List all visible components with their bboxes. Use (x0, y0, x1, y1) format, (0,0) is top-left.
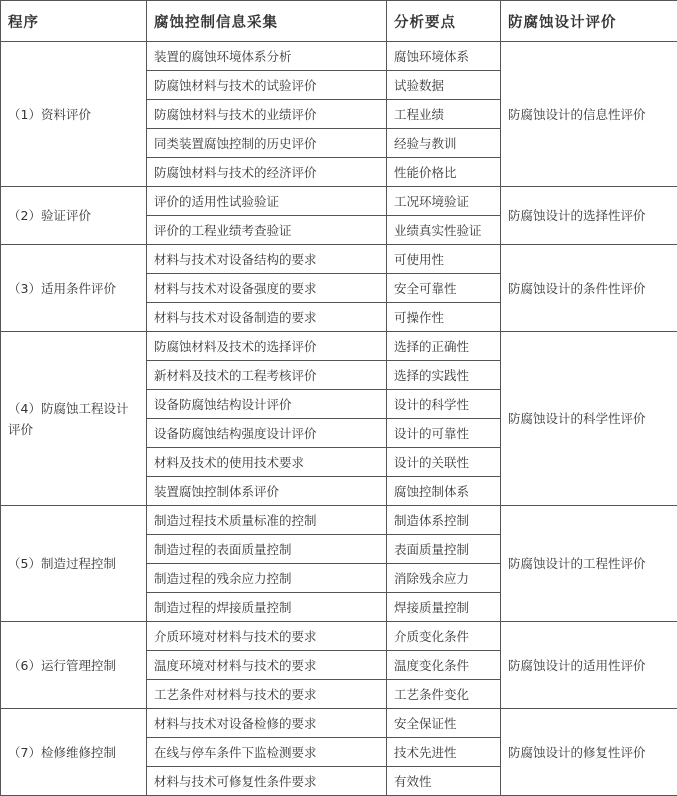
analysis-point-cell: 业绩真实性验证 (387, 216, 501, 245)
info-collection-cell: 制造过程的表面质量控制 (147, 535, 387, 564)
analysis-point-cell: 腐蚀控制体系 (387, 477, 501, 506)
analysis-point-cell: 表面质量控制 (387, 535, 501, 564)
info-collection-cell: 同类装置腐蚀控制的历史评价 (147, 129, 387, 158)
table-row (1, 42, 677, 71)
info-collection-cell: 材料与技术对设备制造的要求 (147, 303, 387, 332)
info-collection-cell: 装置的腐蚀环境体系分析 (147, 42, 387, 71)
info-collection-cell: 评价的适用性试验验证 (147, 187, 387, 216)
procedure-cell: （5）制造过程控制 (1, 506, 147, 622)
analysis-point-cell: 工程业绩 (387, 100, 501, 129)
info-collection-cell: 制造过程技术质量标准的控制 (147, 506, 387, 535)
info-collection-cell: 材料及技术的使用技术要求 (147, 448, 387, 477)
analysis-point-cell: 试验数据 (387, 71, 501, 100)
analysis-point-cell: 设计的关联性 (387, 448, 501, 477)
info-collection-cell: 材料与技术对设备结构的要求 (147, 245, 387, 274)
info-collection-cell: 温度环境对材料与技术的要求 (147, 651, 387, 680)
info-collection-cell: 装置腐蚀控制体系评价 (147, 477, 387, 506)
header-design-evaluation: 防腐蚀设计评价 (501, 1, 677, 42)
table-body (1, 42, 677, 796)
analysis-point-cell: 可操作性 (387, 303, 501, 332)
analysis-point-cell: 有效性 (387, 767, 501, 796)
design-evaluation-cell: 防腐蚀设计的工程性评价 (501, 506, 677, 622)
info-collection-cell: 制造过程的焊接质量控制 (147, 593, 387, 622)
procedure-cell: （4）防腐蚀工程设计评价 (1, 332, 147, 506)
analysis-point-cell: 介质变化条件 (387, 622, 501, 651)
analysis-point-cell: 设计的科学性 (387, 390, 501, 419)
table-row (1, 332, 677, 361)
analysis-point-cell: 消除残余应力 (387, 564, 501, 593)
info-collection-cell: 介质环境对材料与技术的要求 (147, 622, 387, 651)
analysis-point-cell: 选择的实践性 (387, 361, 501, 390)
procedure-cell: （7）检修维修控制 (1, 709, 147, 796)
procedure-cell: （1）资料评价 (1, 42, 147, 187)
procedure-cell: （2）验证评价 (1, 187, 147, 245)
info-collection-cell: 设备防腐蚀结构强度设计评价 (147, 419, 387, 448)
analysis-point-cell: 工艺条件变化 (387, 680, 501, 709)
analysis-point-cell: 制造体系控制 (387, 506, 501, 535)
info-collection-cell: 防腐蚀材料与技术的经济评价 (147, 158, 387, 187)
analysis-point-cell: 工况环境验证 (387, 187, 501, 216)
info-collection-cell: 防腐蚀材料与技术的业绩评价 (147, 100, 387, 129)
design-evaluation-cell: 防腐蚀设计的科学性评价 (501, 332, 677, 506)
table-row (1, 245, 677, 274)
info-collection-cell: 防腐蚀材料与技术的试验评价 (147, 71, 387, 100)
design-evaluation-cell: 防腐蚀设计的条件性评价 (501, 245, 677, 332)
analysis-point-cell: 可使用性 (387, 245, 501, 274)
info-collection-cell: 防腐蚀材料及技术的选择评价 (147, 332, 387, 361)
design-evaluation-cell: 防腐蚀设计的信息性评价 (501, 42, 677, 187)
header-row (1, 1, 677, 42)
analysis-point-cell: 技术先进性 (387, 738, 501, 767)
info-collection-cell: 设备防腐蚀结构设计评价 (147, 390, 387, 419)
table-row (1, 622, 677, 651)
info-collection-cell: 在线与停车条件下监检测要求 (147, 738, 387, 767)
procedure-cell: （3）适用条件评价 (1, 245, 147, 332)
design-evaluation-cell: 防腐蚀设计的适用性评价 (501, 622, 677, 709)
analysis-point-cell: 性能价格比 (387, 158, 501, 187)
table-row (1, 709, 677, 738)
header-procedure: 程序 (1, 1, 147, 42)
analysis-point-cell: 腐蚀环境体系 (387, 42, 501, 71)
analysis-point-cell: 焊接质量控制 (387, 593, 501, 622)
info-collection-cell: 制造过程的残余应力控制 (147, 564, 387, 593)
analysis-point-cell: 安全保证性 (387, 709, 501, 738)
header-info-collection: 腐蚀控制信息采集 (147, 1, 387, 42)
info-collection-cell: 材料与技术可修复性条件要求 (147, 767, 387, 796)
table-row (1, 506, 677, 535)
info-collection-cell: 新材料及技术的工程考核评价 (147, 361, 387, 390)
info-collection-cell: 工艺条件对材料与技术的要求 (147, 680, 387, 709)
design-evaluation-cell: 防腐蚀设计的修复性评价 (501, 709, 677, 796)
analysis-point-cell: 温度变化条件 (387, 651, 501, 680)
analysis-point-cell: 选择的正确性 (387, 332, 501, 361)
info-collection-cell: 评价的工程业绩考查验证 (147, 216, 387, 245)
analysis-point-cell: 安全可靠性 (387, 274, 501, 303)
table-row (1, 187, 677, 216)
analysis-point-cell: 设计的可靠性 (387, 419, 501, 448)
analysis-point-cell: 经验与教训 (387, 129, 501, 158)
design-evaluation-cell: 防腐蚀设计的选择性评价 (501, 187, 677, 245)
header-analysis-points: 分析要点 (387, 1, 501, 42)
info-collection-cell: 材料与技术对设备检修的要求 (147, 709, 387, 738)
procedure-cell: （6）运行管理控制 (1, 622, 147, 709)
info-collection-cell: 材料与技术对设备强度的要求 (147, 274, 387, 303)
